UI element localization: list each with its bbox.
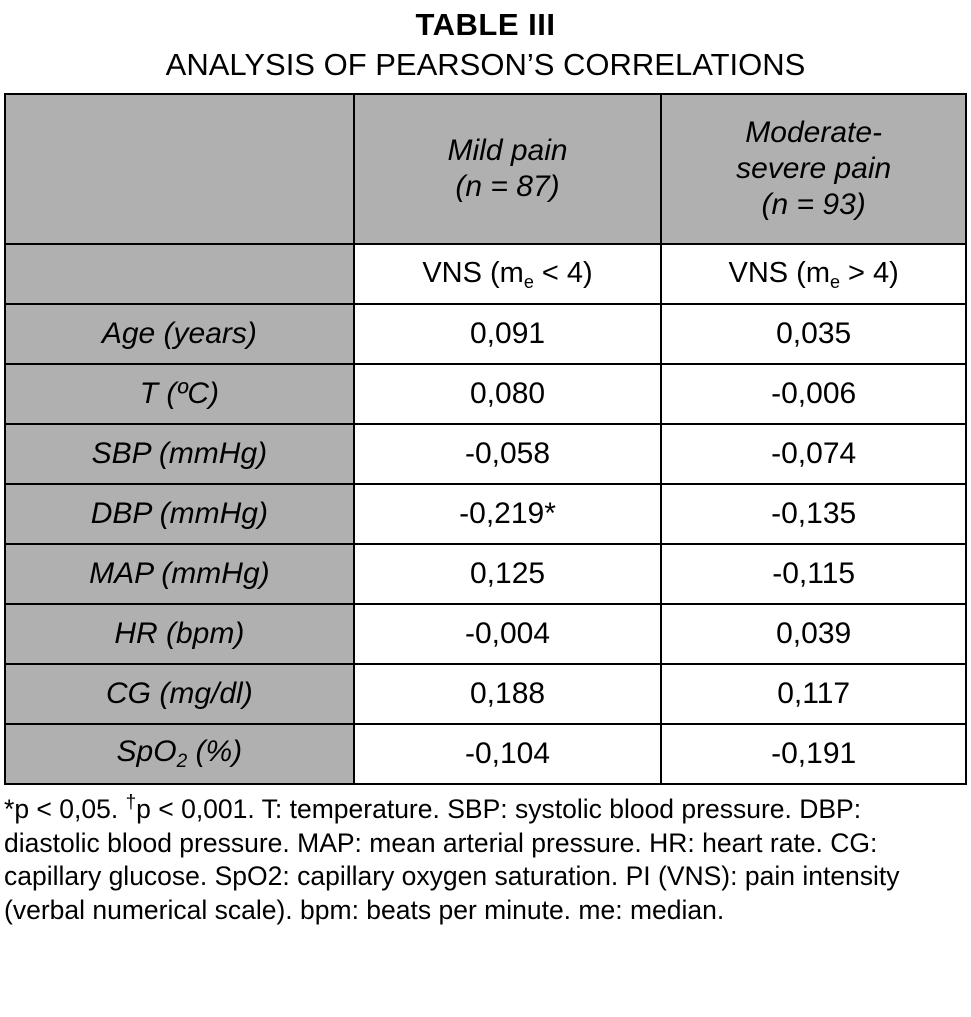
table-row [5,484,966,544]
title-block [0,0,971,86]
subheader-prefix: VNS (m [728,256,830,289]
table-row [5,304,966,364]
row-value-mild: -0,004 [354,604,662,664]
footnote-part-2: p < 0,001. T: temperature. SBP: systolic blood pressure. DBP: diastolic blood pressure. MAP: mean arterial pressure. HR: heart rate. CG: capillary glucose. SpO2: capillary oxygen saturation. PI (VNS): pain intensity (verbal numerical scale). bpm: beats per minute. me: median. [4,794,900,925]
group-header-mild-pain [354,94,662,244]
table-row [5,724,966,784]
row-value-moderate: 0,039 [661,604,966,664]
subheader-suffix: < 4) [533,256,593,289]
table-header-row-groups [5,94,966,244]
group-header-line: Moderate- [745,116,883,149]
subheader-subscript: e [829,271,840,292]
page-title: TABLE III [415,7,556,42]
row-label [5,724,354,784]
dagger-symbol: † [125,792,137,814]
row-label: MAP (mmHg) [5,544,354,604]
row-value-mild: 0,188 [354,664,662,724]
group-header-line: (n = 87) [455,170,560,203]
row-value-mild: 0,080 [354,364,662,424]
row-label-suffix: (%) [187,735,243,768]
row-value-mild: 0,091 [354,304,662,364]
row-label: SBP (mmHg) [5,424,354,484]
row-value-moderate: 0,117 [661,664,966,724]
row-label: T (ºC) [5,364,354,424]
table-corner-cell [5,94,354,244]
correlations-table [4,93,967,785]
row-label-subscript: 2 [176,751,188,772]
subheader-suffix: > 4) [840,256,899,289]
row-label: Age (years) [5,304,354,364]
table-row [5,544,966,604]
row-value-moderate: -0,135 [661,484,966,544]
group-header-moderate-severe-pain [661,94,966,244]
row-value-moderate: 0,035 [661,304,966,364]
subheader-corner-cell [5,244,354,304]
subheader-subscript: e [523,271,534,292]
row-value-moderate: -0,006 [661,364,966,424]
group-header-line: Mild pain [447,134,568,167]
row-value-mild: 0,125 [354,544,662,604]
page-subtitle: ANALYSIS OF PEARSON’S CORRELATIONS [165,47,806,82]
row-label: HR (bpm) [5,604,354,664]
group-header-line: (n = 93) [761,188,866,221]
row-label: CG (mg/dl) [5,664,354,724]
row-value-mild: -0,058 [354,424,662,484]
row-value-mild: -0,219* [354,484,662,544]
row-label-text: SpO [116,735,177,768]
footnote-part-1: *p < 0,05. [4,794,126,824]
subheader-vns-mild [354,244,662,304]
row-value-moderate: -0,115 [661,544,966,604]
row-value-mild: -0,104 [354,724,662,784]
subheader-vns-moderate [661,244,966,304]
table-row [5,424,966,484]
table-footnote [4,793,959,927]
row-value-moderate: -0,191 [661,724,966,784]
row-value-moderate: -0,074 [661,424,966,484]
group-header-line: severe pain [736,152,892,185]
table-row [5,604,966,664]
table-row [5,364,966,424]
table-row [5,664,966,724]
subheader-prefix: VNS (m [422,256,524,289]
row-label: DBP (mmHg) [5,484,354,544]
table-subheader-row [5,244,966,304]
